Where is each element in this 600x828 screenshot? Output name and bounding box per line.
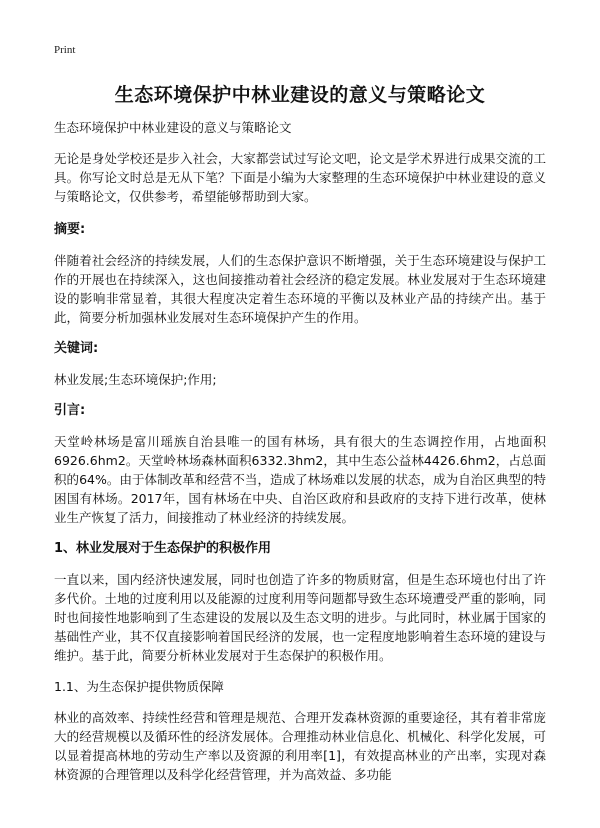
section-1-1-heading: 1.1、为生态保护提供物质保障 bbox=[54, 679, 224, 694]
keywords-heading: 关键词: bbox=[54, 341, 99, 356]
keywords-paragraph: 林业发展;生态环境保护;作用; bbox=[54, 372, 217, 387]
article-subtitle: 生态环境保护中林业建设的意义与策略论文 bbox=[54, 120, 292, 135]
page-title: 生态环境保护中林业建设的意义与策略论文 bbox=[114, 84, 486, 106]
preface-heading: 引言: bbox=[54, 403, 86, 418]
abstract-heading: 摘要: bbox=[54, 222, 86, 237]
preface-paragraph: 天堂岭林场是富川瑶族自治县唯一的国有林场，具有很大的生态调控作用，占地面积6926.6hm2。天堂岭林场森林面积6332.3hm2，其中生态公益林4426.6hm2，占总面积的64%。由于体制改革和经营不当，造成了林场难以发展的状态，成为自治区典型的特困国有林场。2017年，国有林场在中央、自治区政府和县政府的支持下进行改革，使林业生产恢复了活力，间接推动了林业经济的持续发展。 bbox=[54, 434, 546, 525]
abstract-paragraph: 伴随着社会经济的持续发展，人们的生态保护意识不断增强，关于生态环境建设与保护工作的开展也在持续深入，这也间接推动着社会经济的稳定发展。林业发展对于生态环境建设的影响非常显着，其很大程度决定着生态环境的平衡以及林业产品的持续产出。基于此，简要分析加强林业发展对生态环境保护产生的作用。 bbox=[54, 253, 546, 325]
print-label[interactable]: Print bbox=[54, 44, 76, 56]
section-1-heading: 1、林业发展对于生态保护的积极作用 bbox=[54, 541, 272, 556]
section-1-paragraph: 一直以来，国内经济快速发展，同时也创造了许多的物质财富，但是生态环境也付出了许多代价。土地的过度利用以及能源的过度利用等问题都导致生态环境遭受严重的影响，同时也间接性地影响到了生态建设的发展以及生态文明的进步。与此同时，林业属于国家的基础性产业，其不仅直接影响着国民经济的发展，也一定程度地影响着生态环境的建设与维护。基于此，简要分析林业发展对于生态保护的积极作用。 bbox=[54, 572, 546, 663]
article-body bbox=[54, 118, 546, 796]
section-1-1-paragraph: 林业的高效率、持续性经营和管理是规范、合理开发森林资源的重要途径，其有着非常庞大的经营规模以及循环性的经济发展体。合理推动林业信息化、机械化、科学化发展，可以显着提高林地的劳动生产率以及资源的利用率[1]，有效提高林业的产出率，实现对森林资源的合理管理以及科学化经营管理，并为高效益、多功能 bbox=[54, 710, 546, 782]
intro-paragraph: 无论是身处学校还是步入社会，大家都尝试过写论文吧，论文是学术界进行成果交流的工具。你写论文时总是无从下笔？下面是小编为大家整理的生态环境保护中林业建设的意义与策略论文，仅供参考，希望能够帮助到大家。 bbox=[54, 151, 546, 204]
